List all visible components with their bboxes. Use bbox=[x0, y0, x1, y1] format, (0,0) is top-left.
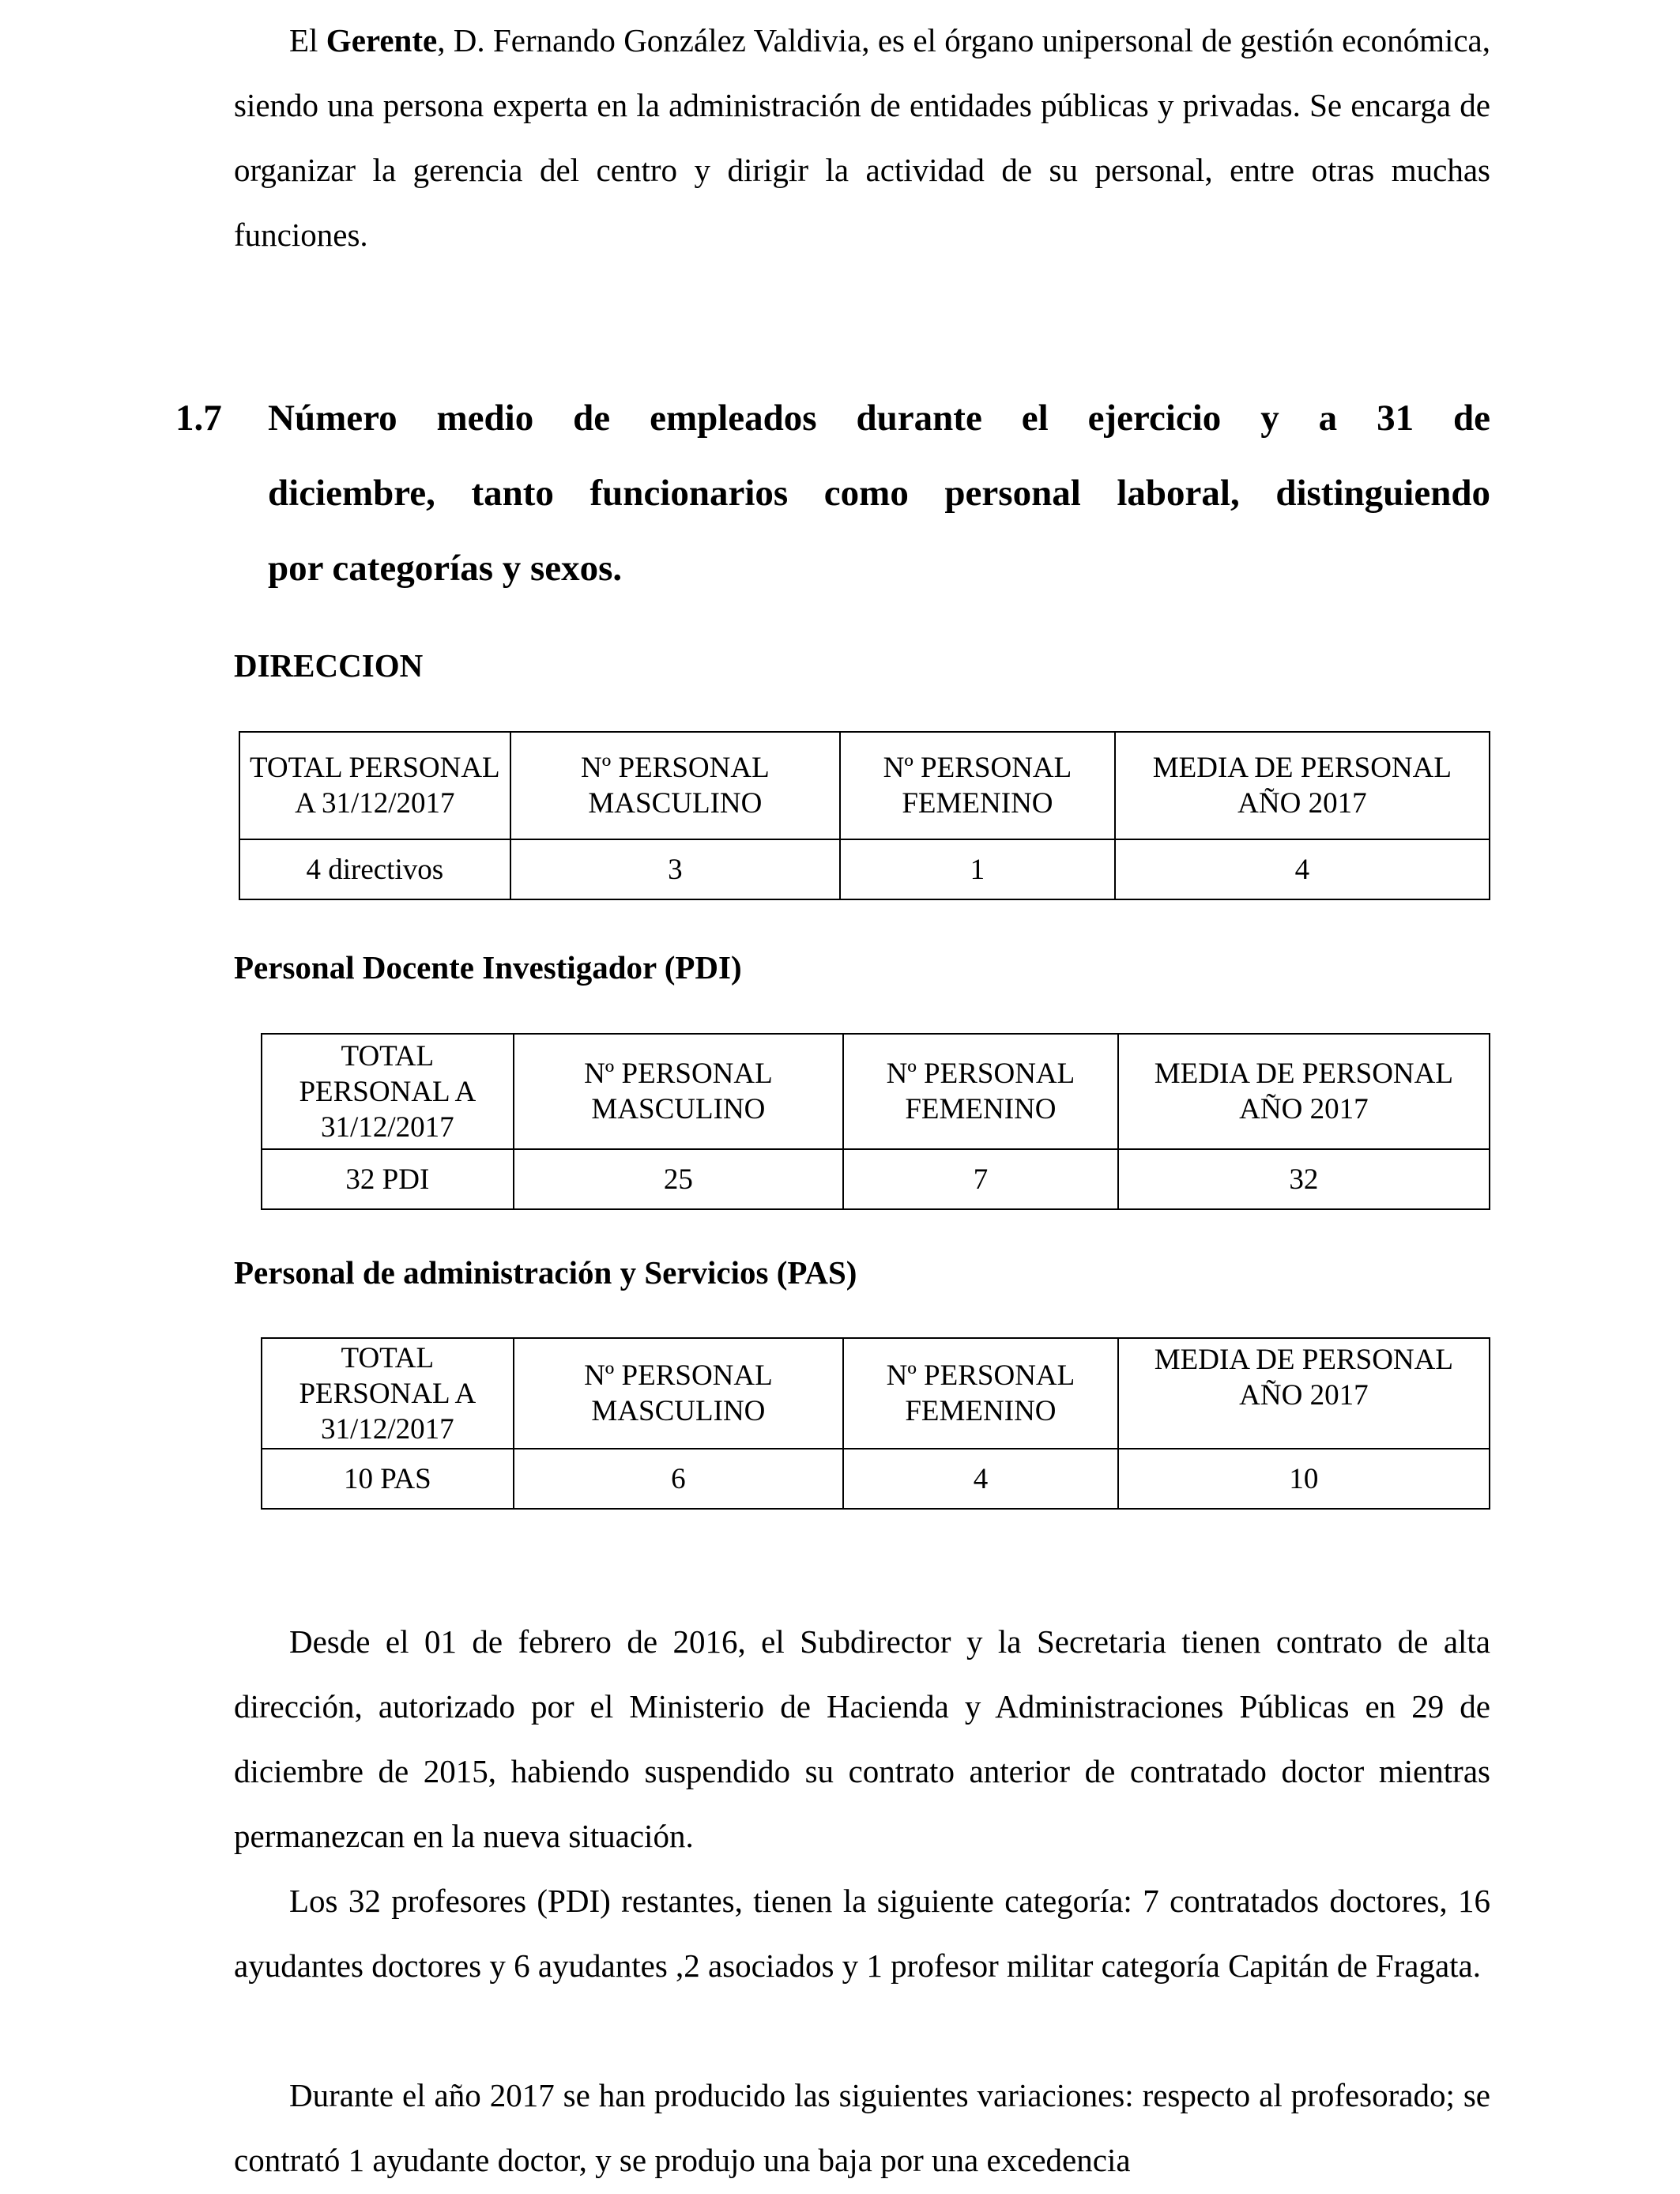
cell-total: 4 directivos bbox=[239, 839, 510, 899]
body-paragraph: Desde el 01 de febrero de 2016, el Subdirector y la Secretaria tienen contrato de alta dirección, autorizado por el Ministerio de Hacienda y Administraciones Públicas en 29 de diciembre de 2015, habiendo suspendido su contrato anterior de contratado doctor mientras permanezcan en la nueva situación. bbox=[234, 1623, 1490, 1854]
body-paragraph: Los 32 profesores (PDI) restantes, tienen la siguiente categoría: 7 contratados doctores, 16 ayudantes doctores y 6 ayudantes ,2 asociados y 1 profesor militar categoría Capitán de Fragata. bbox=[234, 1883, 1490, 1984]
intro-rest: , D. Fernando González Valdivia, es el órgano unipersonal de gestión económica, siendo una persona experta en la administración de entidades públicas y privadas. Se encarga de organizar la gerencia del centro y dirigir la actividad de su personal, entre otras muchas funciones. bbox=[234, 22, 1491, 253]
cell-total: 32 PDI bbox=[262, 1149, 514, 1209]
section-title-pdi: Personal Docente Investigador (PDI) bbox=[234, 949, 742, 986]
table-header-row bbox=[262, 1034, 1490, 1149]
header-masculino: Nº PERSONAL MASCULINO bbox=[514, 1034, 843, 1149]
cell-media: 4 bbox=[1115, 839, 1490, 899]
cell-media: 32 bbox=[1118, 1149, 1490, 1209]
cell-masculino: 3 bbox=[510, 839, 841, 899]
table-header-row bbox=[262, 1338, 1490, 1449]
header-masculino: Nº PERSONAL MASCULINO bbox=[510, 732, 841, 839]
cell-femenino: 1 bbox=[840, 839, 1115, 899]
table-row bbox=[262, 1149, 1490, 1209]
header-femenino: Nº PERSONAL FEMENINO bbox=[840, 732, 1115, 839]
cell-total: 10 PAS bbox=[262, 1449, 514, 1509]
header-media: MEDIA DE PERSONAL AÑO 2017 bbox=[1118, 1338, 1490, 1449]
direccion-table bbox=[239, 731, 1490, 900]
pas-table bbox=[261, 1337, 1490, 1510]
cell-media: 10 bbox=[1118, 1449, 1490, 1509]
intro-paragraph bbox=[234, 8, 1490, 267]
pdi-table bbox=[261, 1033, 1490, 1210]
header-total: TOTAL PERSONAL A 31/12/2017 bbox=[239, 732, 510, 839]
header-media: MEDIA DE PERSONAL AÑO 2017 bbox=[1118, 1034, 1490, 1149]
header-total: TOTAL PERSONAL A 31/12/2017 bbox=[262, 1338, 514, 1449]
heading-line: Número medio de empleados durante el ejercicio y a 31 de bbox=[268, 398, 1490, 439]
header-media: MEDIA DE PERSONAL AÑO 2017 bbox=[1115, 732, 1490, 839]
table-row bbox=[262, 1449, 1490, 1509]
header-masculino: Nº PERSONAL MASCULINO bbox=[514, 1338, 843, 1449]
intro-prefix: El bbox=[289, 22, 326, 58]
header-femenino: Nº PERSONAL FEMENINO bbox=[843, 1338, 1118, 1449]
heading-line: diciembre, tanto funcionarios como personal laboral, distinguiendo bbox=[268, 473, 1490, 514]
header-femenino: Nº PERSONAL FEMENINO bbox=[843, 1034, 1118, 1149]
cell-femenino: 7 bbox=[843, 1149, 1118, 1209]
body-paragraph: Durante el año 2017 se han producido las siguientes variaciones: respecto al profesorado; se contrató 1 ayudante doctor, y se produjo una baja por una excedencia bbox=[234, 2077, 1490, 2178]
cell-masculino: 6 bbox=[514, 1449, 843, 1509]
heading-number: 1.7 bbox=[175, 398, 222, 439]
heading-line: por categorías y sexos. bbox=[268, 548, 623, 589]
intro-bold-term: Gerente bbox=[326, 22, 438, 58]
table-row bbox=[239, 839, 1490, 899]
header-total: TOTAL PERSONAL A 31/12/2017 bbox=[262, 1034, 514, 1149]
section-title-pas: Personal de administración y Servicios (PAS) bbox=[234, 1254, 857, 1291]
heading-text bbox=[268, 381, 1490, 606]
section-title-direccion: DIRECCION bbox=[234, 647, 424, 684]
cell-masculino: 25 bbox=[514, 1149, 843, 1209]
cell-femenino: 4 bbox=[843, 1449, 1118, 1509]
table-header-row bbox=[239, 732, 1490, 839]
